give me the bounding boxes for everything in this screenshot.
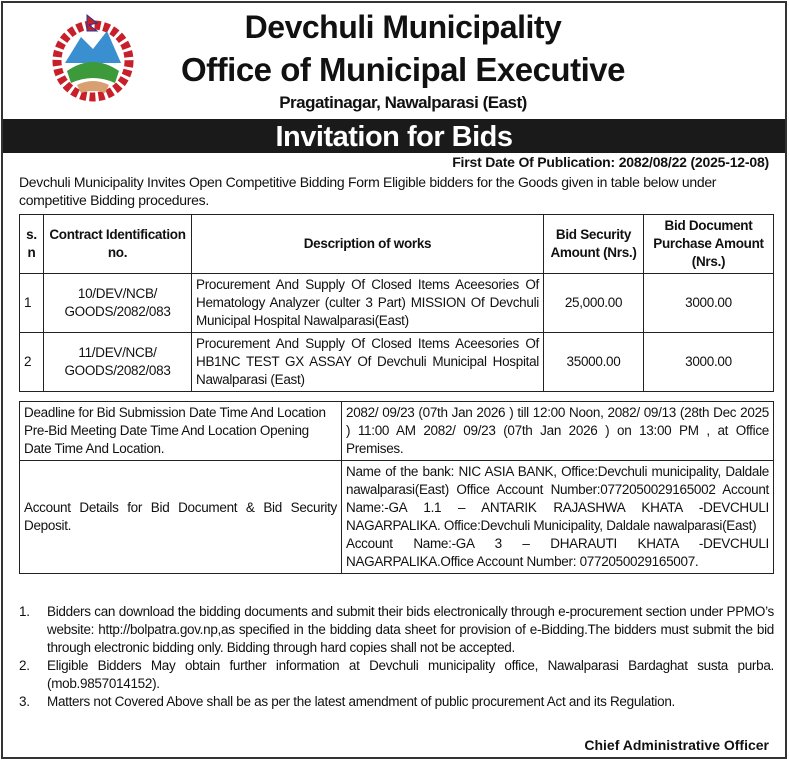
intro-text: Devchuli Municipality Invites Open Competitive Bidding Form Eligible bidders for the Goods given in table below under competitive Bidding procedures.: [19, 174, 717, 208]
note-text: Matters not Covered Above shall be as per the latest amendment of public procurement Act and its Regulation.: [47, 694, 675, 709]
note-item: [19, 657, 774, 693]
cell-sn: 1: [20, 274, 44, 333]
deadline-row: [20, 402, 774, 461]
cell-doc-purchase: 3000.00: [644, 274, 774, 333]
org-name: Devchuli Municipality: [244, 9, 562, 45]
cell-contract-id: 10/DEV/NCB/ GOODS/2082/083: [44, 274, 192, 333]
col-contract-id: Contract Identification no.: [44, 215, 192, 274]
notice: [1, 1, 787, 759]
col-sn: s. n: [20, 215, 44, 274]
table-row: [20, 274, 774, 333]
col-bid-security: Bid Security Amount (Nrs.): [544, 215, 644, 274]
cell-bid-security: 25,000.00: [544, 274, 644, 333]
address: Pragatinagar, Nawalparasi (East): [279, 93, 527, 112]
cell-description: Procurement And Supply Of Closed Items Aceesories Of HB1NC TEST GX ASSAY Of Devchuli Municipal Hospital Nawalparasi (East): [192, 333, 544, 392]
account-value: [342, 461, 774, 574]
note-item: [19, 693, 774, 711]
cell-description: Procurement And Supply Of Closed Items Aceesories Of Hematology Analyzer (culter 3 Part) MISSION Of Devchuli Municipal Hospital Nawalparasi(East): [192, 274, 544, 333]
banner-title: Invitation for Bids: [3, 119, 785, 153]
signature: Chief Administrative Officer: [584, 737, 769, 753]
nepal-emblem-logo: [51, 13, 135, 105]
table-row: [20, 333, 774, 392]
cell-doc-purchase: 3000.00: [644, 333, 774, 392]
account-label: Account Details for Bid Document & Bid Security Deposit.: [20, 461, 342, 574]
note-number: 2.: [19, 658, 30, 673]
notes-list: [19, 603, 774, 711]
col-description: Description of works: [192, 215, 544, 274]
note-text: Bidders can download the bidding documents and submit their bids electronically through e-procurement section under PPMO’s website: http://bolpatra.gov.np,as specified in the bidding data sheet for provision of e-Bidding.The bidders must submit the bid through electronic bidding only. Bidding through hard copies shall not be accepted.: [47, 604, 774, 655]
deadline-value: 2082/ 09/23 (07th Jan 2026 ) till 12:00 Noon, 2082/ 09/13 (28th Dec 2025 ) 11:00 AM 2082/ 09/23 (07th Jan 2026 ) on 13:00 PM , at Office Premises.: [342, 402, 774, 461]
bids-table: [19, 214, 774, 392]
note-number: 3.: [19, 694, 30, 709]
table-header-row: [20, 215, 774, 274]
account-value-1: Name of the bank: NIC ASIA BANK, Office:Devchuli municipality, Daldale nawalparasi(East) Office Account Number:0772050029165002 Account Name:-GA 1.1 – ANTARIK RAJASHWA KHATA -DEVCHULI NAGARPALIKA. Office:Devchuli Municipality, Daldale nawalparasi(East): [346, 464, 769, 533]
deadline-label: Deadline for Bid Submission Date Time And Location Pre-Bid Meeting Date Time And Location Opening Date Time And Location.: [20, 402, 342, 461]
publication-date: First Date Of Publication: 2082/08/22 (2025-12-08): [452, 154, 769, 170]
note-item: [19, 603, 774, 657]
note-text: Eligible Bidders May obtain further information at Devchuli municipality office, Nawalparasi Bardaghat susta purba. (mob.9857014152).: [47, 658, 774, 691]
note-number: 1.: [19, 604, 30, 619]
info-table: [19, 401, 774, 574]
office-name: Office of Municipal Executive: [181, 51, 625, 88]
account-value-2: Account Name:-GA 3 – DHARAUTI KHATA -DEVCHULI NAGARPALIKA.Office Account Number: 0772050029165007.: [346, 536, 769, 569]
cell-contract-id: 11/DEV/NCB/ GOODS/2082/083: [44, 333, 192, 392]
cell-sn: 2: [20, 333, 44, 392]
cell-bid-security: 35000.00: [544, 333, 644, 392]
account-row: [20, 461, 774, 574]
col-doc-purchase: Bid Document Purchase Amount (Nrs.): [644, 215, 774, 274]
